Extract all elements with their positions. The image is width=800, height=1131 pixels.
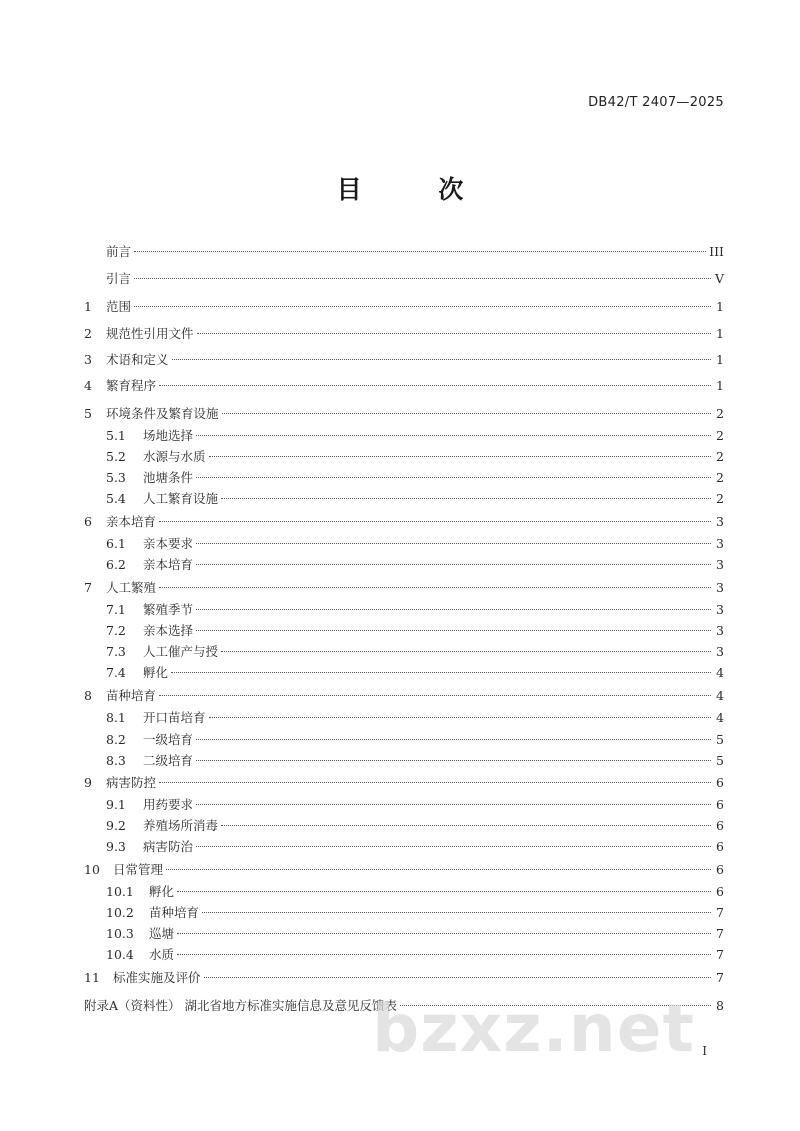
toc-entry-number: 10 <box>84 862 100 877</box>
toc-entry-page: 1 <box>716 352 724 367</box>
toc-entry-page: 2 <box>716 428 724 443</box>
toc-entry-label: 开口苗培育 <box>143 710 206 725</box>
toc-entry-label: 亲本培育 <box>143 557 194 572</box>
toc-leader-dots <box>177 933 711 934</box>
toc-entry-label: 环境条件及繁育设施 <box>106 406 219 421</box>
toc-entry-number: 11 <box>84 970 100 985</box>
toc-entry-page: III <box>709 244 724 259</box>
toc-entry-label: 人工繁育设施 <box>143 491 219 506</box>
toc-leader-dots <box>196 609 711 610</box>
toc-leader-dots <box>177 891 711 892</box>
toc-entry-number: 6 <box>84 514 92 529</box>
toc-entry-page: 4 <box>716 688 724 703</box>
toc-entry-number: 5.2 <box>106 449 126 464</box>
toc-entry-number: 9.1 <box>106 797 126 812</box>
toc-entry-label: 场地选择 <box>143 428 194 443</box>
toc-entry-number: 8.3 <box>106 753 126 768</box>
toc-entry-page: 8 <box>716 998 724 1013</box>
toc-leader-dots <box>159 782 711 783</box>
toc-entry-label: 繁殖季节 <box>143 602 194 617</box>
toc-entry-label: 病害防控 <box>106 775 157 790</box>
toc-leader-dots <box>159 587 711 588</box>
toc-entry-number: 8.2 <box>106 732 126 747</box>
toc-entry[interactable] <box>84 860 724 880</box>
toc-entry-number: 6.1 <box>106 536 126 551</box>
toc-entry-number: 8 <box>84 688 92 703</box>
toc-entry-page: 3 <box>716 602 724 617</box>
toc-entry-label: 水质 <box>149 947 175 962</box>
document-code: DB42/T 2407—2025 <box>588 95 724 110</box>
toc-entry-page: 5 <box>716 753 724 768</box>
toc-entry-page: 3 <box>716 623 724 638</box>
toc-entry-number: 8.1 <box>106 710 126 725</box>
toc-entry-label: 术语和定义 <box>106 352 169 367</box>
toc-leader-dots <box>171 672 711 673</box>
toc-entry-number: 10.2 <box>106 905 134 920</box>
toc-entry-label: 亲本要求 <box>143 536 194 551</box>
toc-entry[interactable] <box>84 686 724 706</box>
toc-leader-dots <box>196 564 711 565</box>
toc-entry-number: 7 <box>84 580 92 595</box>
toc-entry[interactable] <box>84 242 724 262</box>
toc-entry-page: 3 <box>716 536 724 551</box>
toc-entry-label: 孵化 <box>149 884 175 899</box>
toc-entry[interactable] <box>84 555 724 575</box>
toc-leader-dots <box>209 717 711 718</box>
toc-entry[interactable] <box>84 773 724 793</box>
toc-entry-page: 7 <box>716 905 724 920</box>
toc-entry-page: 5 <box>716 732 724 747</box>
toc-entry-page: 6 <box>716 797 724 812</box>
toc-entry[interactable] <box>84 708 724 728</box>
toc-entry[interactable] <box>84 795 724 815</box>
toc-entry-page: 6 <box>716 862 724 877</box>
toc-entry[interactable] <box>84 816 724 836</box>
toc-entry-page: 3 <box>716 644 724 659</box>
toc-entry-number: 5.4 <box>106 491 126 506</box>
toc-entry[interactable] <box>84 404 724 424</box>
toc-entry-page: 3 <box>716 514 724 529</box>
toc-leader-dots <box>196 435 711 436</box>
toc-entry-label: 一级培育 <box>143 732 194 747</box>
toc-entry-number: 5.3 <box>106 470 126 485</box>
toc-entry-page: 3 <box>716 580 724 595</box>
toc-entry-number: 5.1 <box>106 428 126 443</box>
toc-entry-label: 巡塘 <box>149 926 175 941</box>
toc-entry-page: 2 <box>716 470 724 485</box>
toc-entry[interactable] <box>84 269 724 289</box>
toc-leader-dots <box>159 385 711 386</box>
toc-entry[interactable] <box>84 489 724 509</box>
toc-entry-label: 前言 <box>106 244 132 259</box>
toc-entry-label: 日常管理 <box>113 862 164 877</box>
toc-leader-dots <box>196 543 711 544</box>
toc-entry-label: 病害防治 <box>143 839 194 854</box>
toc-entry-label: 引言 <box>106 271 132 286</box>
toc-entry[interactable] <box>84 350 724 370</box>
toc-entry-number: 1 <box>84 299 92 314</box>
toc-entry-number: 9 <box>84 775 92 790</box>
watermark: bzxz.net <box>372 990 696 1067</box>
toc-entry[interactable] <box>84 882 724 902</box>
toc-leader-dots <box>159 695 711 696</box>
toc-entry-page: 2 <box>716 449 724 464</box>
toc-entry-number: 10.1 <box>106 884 134 899</box>
toc-entry[interactable] <box>84 600 724 620</box>
toc-entry-page: 6 <box>716 839 724 854</box>
toc-leader-dots <box>221 651 711 652</box>
toc-entry-number: 10.4 <box>106 947 134 962</box>
toc-leader-dots <box>221 825 711 826</box>
toc-entry-label: 孵化 <box>143 665 169 680</box>
toc-leader-dots <box>196 630 711 631</box>
toc-entry-page: V <box>714 271 724 286</box>
toc-entry-number: 2 <box>84 326 92 341</box>
toc-entry-label: 标准实施及评价 <box>113 970 201 985</box>
toc-entry-number: 7.3 <box>106 644 126 659</box>
toc-leader-dots <box>172 359 711 360</box>
toc-entry-label: 水源与水质 <box>143 449 206 464</box>
toc-entry-number: 10.3 <box>106 926 134 941</box>
toc-entry-label: 繁育程序 <box>106 378 157 393</box>
toc-entry-number: 7.4 <box>106 665 126 680</box>
toc-leader-dots <box>221 498 711 499</box>
toc-entry-page: 1 <box>716 378 724 393</box>
toc-entry-page: 6 <box>716 818 724 833</box>
toc-entry-label: 范围 <box>106 299 132 314</box>
toc-entry[interactable] <box>84 642 724 662</box>
toc-entry-page: 2 <box>716 491 724 506</box>
toc-leader-dots <box>196 846 711 847</box>
toc-entry-number: 4 <box>84 378 92 393</box>
toc-entry-label: 人工繁殖 <box>106 580 157 595</box>
toc-entry-number: 7.2 <box>106 623 126 638</box>
toc-leader-dots <box>196 739 711 740</box>
page-number: I <box>702 1044 707 1058</box>
toc-entry[interactable] <box>84 534 724 554</box>
toc-leader-dots <box>166 869 711 870</box>
toc-entry-page: 6 <box>716 884 724 899</box>
toc-entry-page: 1 <box>716 326 724 341</box>
toc-entry-page: 7 <box>716 926 724 941</box>
toc-leader-dots <box>196 760 711 761</box>
toc-title: 目 次 <box>336 175 498 204</box>
toc-entry-page: 7 <box>716 947 724 962</box>
toc-entry-page: 6 <box>716 775 724 790</box>
toc-entry-number: 6.2 <box>106 557 126 572</box>
toc-entry[interactable] <box>84 468 724 488</box>
toc-entry[interactable] <box>84 426 724 446</box>
toc-leader-dots <box>159 521 711 522</box>
toc-entry[interactable] <box>84 924 724 944</box>
toc-entry-page: 3 <box>716 557 724 572</box>
toc-entry-page: 4 <box>716 665 724 680</box>
toc-entry-page: 4 <box>716 710 724 725</box>
toc-entry-number: 7.1 <box>106 602 126 617</box>
toc-entry[interactable] <box>84 621 724 641</box>
toc-entry-label: 池塘条件 <box>143 470 194 485</box>
toc-leader-dots <box>134 306 711 307</box>
toc-leader-dots <box>204 977 711 978</box>
toc-entry-label: 养殖场所消毒 <box>143 818 219 833</box>
toc-entry-number: 3 <box>84 352 92 367</box>
toc-leader-dots <box>196 804 711 805</box>
toc-entry[interactable] <box>84 578 724 598</box>
toc-entry-label: 亲本选择 <box>143 623 194 638</box>
toc-leader-dots <box>209 456 711 457</box>
toc-leader-dots <box>134 278 711 279</box>
toc-entry-label: 规范性引用文件 <box>106 326 194 341</box>
toc-entry[interactable] <box>84 447 724 467</box>
toc-entry-label: 苗种培育 <box>149 905 200 920</box>
toc-entry-label: 附录A（资料性） 湖北省地方标准实施信息及意见反馈表 <box>84 998 398 1013</box>
toc-leader-dots <box>177 954 711 955</box>
toc-entry-page: 7 <box>716 970 724 985</box>
toc-entry[interactable] <box>84 512 724 532</box>
toc-entry[interactable] <box>84 376 724 396</box>
toc-entry[interactable] <box>84 751 724 771</box>
toc-entry-number: 5 <box>84 406 92 421</box>
toc-entry-number: 9.3 <box>106 839 126 854</box>
toc-leader-dots <box>222 413 711 414</box>
toc-entry-label: 亲本培育 <box>106 514 157 529</box>
toc-entry[interactable] <box>84 324 724 344</box>
toc-entry[interactable] <box>84 903 724 923</box>
toc-leader-dots <box>134 251 706 252</box>
toc-entry[interactable] <box>84 968 724 988</box>
toc-leader-dots <box>197 333 711 334</box>
toc-entry-label: 苗种培育 <box>106 688 157 703</box>
toc-entry[interactable] <box>84 297 724 317</box>
toc-leader-dots <box>196 477 711 478</box>
toc-entry-label: 用药要求 <box>143 797 194 812</box>
toc-entry-page: 1 <box>716 299 724 314</box>
toc-entry[interactable] <box>84 945 724 965</box>
toc-entry-label: 人工催产与授 <box>143 644 219 659</box>
toc-entry-page: 2 <box>716 406 724 421</box>
toc-entry[interactable] <box>84 730 724 750</box>
toc-entry[interactable] <box>84 837 724 857</box>
toc-entry[interactable] <box>84 663 724 683</box>
toc-entry-number: 9.2 <box>106 818 126 833</box>
toc-entry-label: 二级培育 <box>143 753 194 768</box>
toc-leader-dots <box>202 912 711 913</box>
